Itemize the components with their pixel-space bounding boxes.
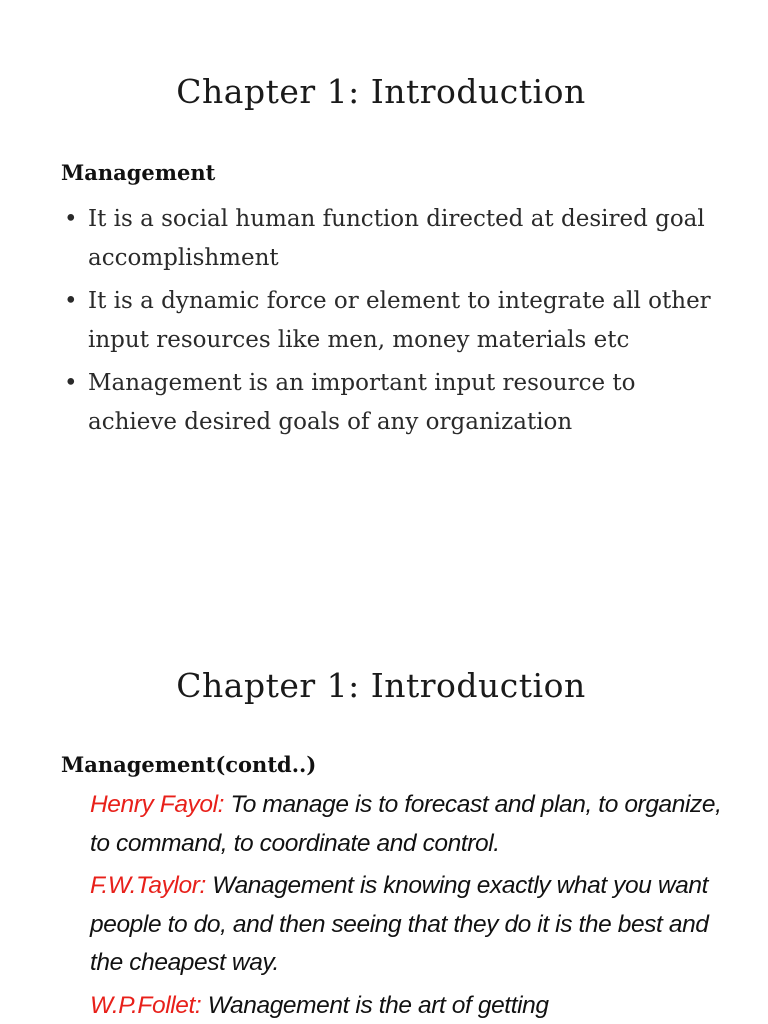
slide-title: Chapter 1: Introduction (176, 72, 586, 111)
bullet-dot-icon: • (64, 206, 78, 232)
section-heading: Management (61, 160, 216, 185)
slide-title: Chapter 1: Introduction (176, 666, 586, 705)
slide-2 (0, 596, 768, 1024)
definition-author: W.P.Follet: (90, 991, 202, 1019)
definition-list (90, 786, 730, 1024)
bullet-text: Management is an important input resource to achieve desired goals of any organization (88, 370, 636, 435)
bullet-text: It is a dynamic force or element to integrate all other input resources like men, money materials etc (88, 288, 711, 353)
bullet-dot-icon: • (64, 288, 78, 314)
bullet-dot-icon: • (64, 370, 78, 396)
definition-text: Wanagement is knowing exactly what you want people to do, and then seeing that they do it is the best and the cheapest way. (90, 872, 709, 976)
definition-taylor (90, 867, 730, 983)
definition-author: F.W.Taylor: (90, 872, 206, 899)
bullet-item (62, 200, 722, 278)
definition-text: To manage is to forecast and plan, to organize, to command, to coordinate and control. (90, 791, 722, 857)
section-heading: Management(contd..) (61, 752, 317, 777)
bullet-item (62, 282, 722, 360)
definition-follet (90, 987, 730, 1024)
definition-text: Wanagement is the art of getting (201, 991, 549, 1019)
bullet-item (62, 364, 722, 442)
definition-author: Henry Fayol: (90, 791, 225, 818)
bullet-list (62, 200, 722, 446)
bullet-text: It is a social human function directed at desired goal accomplishment (88, 206, 705, 271)
definition-fayol (90, 786, 730, 863)
